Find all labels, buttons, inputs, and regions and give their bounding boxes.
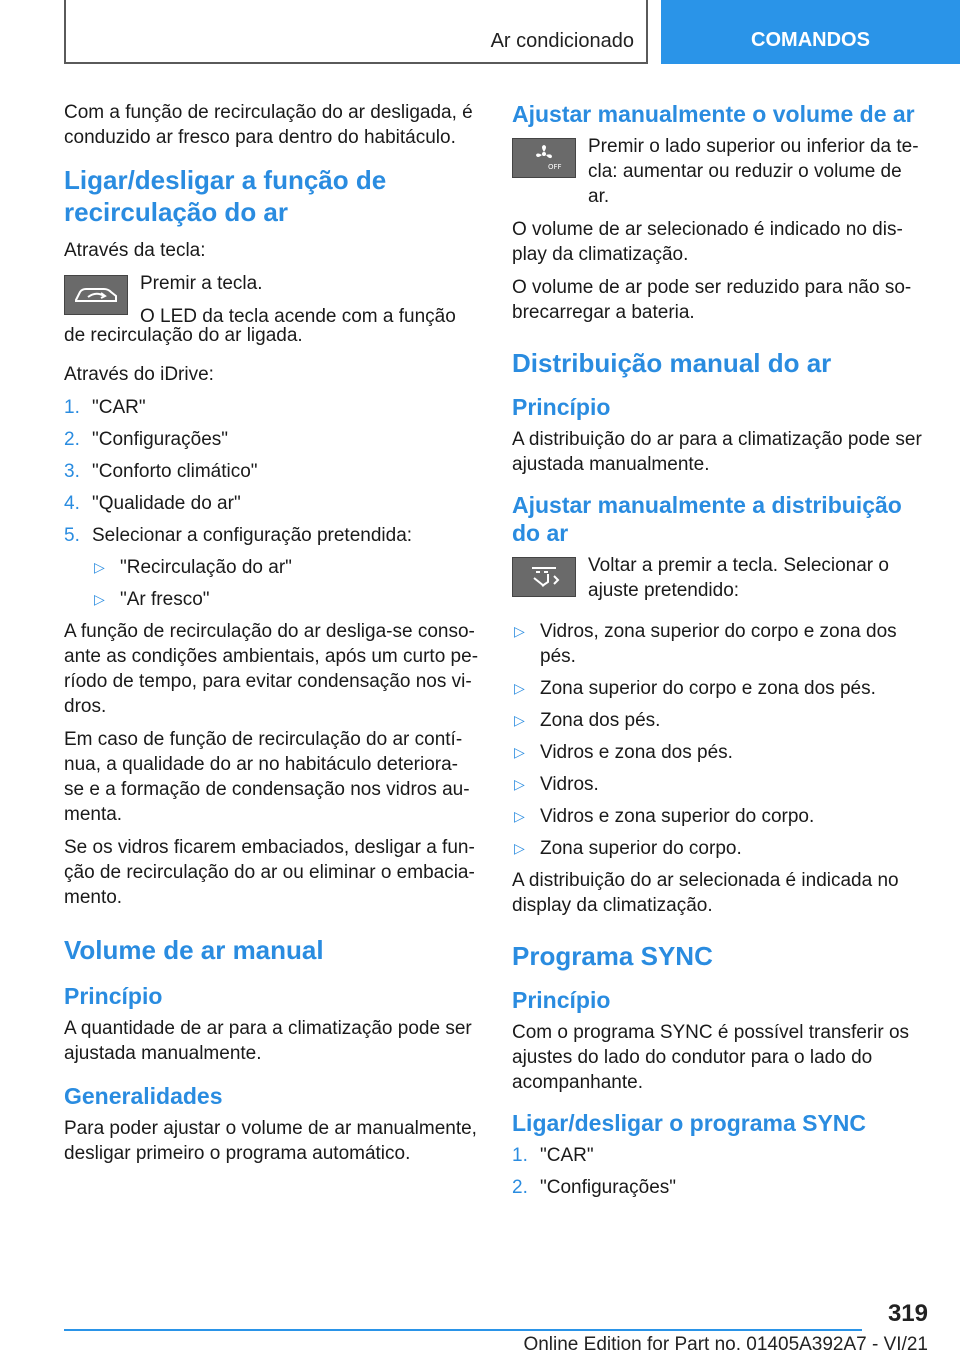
list-item: ▷ Vidros e zona superior do corpo. [514, 806, 815, 827]
edition-text: Online Edition for Part no. 01405A392A7 - VI/21 [523, 1334, 928, 1355]
triangle-bullet-icon: ▷ [514, 776, 525, 792]
triangle-bullet-icon: ▷ [514, 623, 525, 639]
sync-steps [512, 1143, 928, 1200]
triangle-bullet-icon: ▷ [514, 712, 525, 728]
heading-distribution: Distribuição manual do ar [512, 348, 832, 378]
list-item: 2. "Configurações" [512, 1177, 677, 1198]
list-item: 2. "Configurações" [64, 429, 229, 450]
principle-text: A quantidade de ar para a climatização pode ser ajustada manualmente. [64, 1018, 472, 1064]
heading-principle: Princípio [512, 394, 611, 420]
page-number: 319 [887, 1300, 928, 1327]
heading-principle: Princípio [64, 983, 163, 1009]
heading-sync-principle: Princípio [512, 987, 611, 1013]
distribution-options [512, 619, 928, 861]
adjust-distribution-text: Voltar a premir a tecla. Selecionar o ajuste pretendido: [588, 555, 889, 601]
list-item: ▷ Vidros. [514, 774, 599, 795]
list-item: 1. "CAR" [512, 1145, 594, 1166]
triangle-bullet-icon: ▷ [514, 680, 525, 696]
list-item: 4. "Qualidade do ar" [64, 493, 241, 514]
fan-button-block [512, 134, 928, 209]
heading-sync-toggle: Ligar/desligar o programa SYNC [512, 1110, 867, 1136]
list-item: ▷ Vidros, zona superior do corpo e zona dos pés. [514, 621, 897, 667]
generalities-text: Para poder ajustar o volume de ar manualmente, desligar primeiro o programa automático. [64, 1118, 477, 1164]
heading-recirculation: Ligar/desligar a função de recirculação do ar [64, 165, 387, 227]
sync-text: Com o programa SYNC é possível transferir os ajustes do lado do condutor para o lado do acompanhante. [512, 1022, 910, 1093]
paragraph-continuous: Em caso de função de recirculação do ar contínua, a qualidade do ar no habitáculo deteriora-se e a formação de condensação nos vidros aumenta. [64, 729, 470, 825]
section-tab[interactable]: COMANDOS [661, 0, 960, 64]
through-button-text: Através da tecla: [64, 240, 206, 261]
right-column [512, 100, 928, 1207]
heading-adjust-volume: Ajustar manualmente o volume de ar [512, 101, 915, 127]
list-item: ▷ Zona superior do corpo e zona dos pés. [514, 678, 876, 699]
triangle-bullet-icon: ▷ [94, 591, 105, 607]
heading-manual-volume: Volume de ar manual [64, 935, 324, 965]
list-item: 1. "CAR" [64, 397, 146, 418]
air-distribution-button-icon [512, 557, 576, 597]
distribution-principle-text: A distribuição do ar para a climatização pode ser ajustada manualmente. [512, 429, 922, 475]
list-item: ▷ Zona superior do corpo. [514, 838, 742, 859]
distribution-display-text: A distribuição do ar selecionada é indicada no display da climatização. [512, 870, 899, 916]
idrive-steps [64, 395, 478, 548]
triangle-bullet-icon: ▷ [514, 808, 525, 824]
led-text: de recirculação do ar ligada. [64, 325, 303, 346]
chapter-title: Ar condicionado [490, 30, 634, 52]
left-column [64, 100, 478, 1174]
paragraph-fogged: Se os vidros ficarem embaciados, desligar a função de recirculação do ar ou eliminar o embaciamento. [64, 837, 475, 908]
volume-reduce-text: O volume de ar pode ser reduzido para não sobrecarregar a bateria. [512, 277, 912, 323]
fan-button-icon [512, 138, 576, 178]
paragraph-condensation: A função de recirculação do ar desliga-se consoante as condições ambientais, após um curto período de tempo, para evitar condensação nos vidros. [64, 621, 479, 717]
through-idrive-text: Através do iDrive: [64, 364, 214, 385]
heading-adjust-distribution: Ajustar manualmente a distribuição do ar [512, 492, 902, 546]
triangle-bullet-icon: ▷ [94, 559, 105, 575]
led-text-start: O LED da tecla acende com a função [140, 306, 456, 327]
list-item: ▷ Zona dos pés. [514, 710, 661, 731]
triangle-bullet-icon: ▷ [514, 744, 525, 760]
list-item: ▷ "Ar fresco" [94, 589, 210, 610]
triangle-bullet-icon: ▷ [514, 840, 525, 856]
list-item: ▷ Vidros e zona dos pés. [514, 742, 733, 763]
header-box [64, 0, 648, 64]
distribution-button-block [512, 553, 928, 609]
recirc-options [92, 555, 478, 612]
volume-display-text: O volume de ar selecionado é indicado no display da climatização. [512, 219, 903, 265]
fan-off-label: OFF [548, 163, 562, 171]
recirc-button-block [64, 271, 478, 329]
heading-sync: Programa SYNC [512, 941, 713, 971]
adjust-volume-text: Premir o lado superior ou inferior da tecla: aumentar ou reduzir o volume de ar. [588, 136, 919, 207]
list-item: 3. "Conforto climático" [64, 461, 258, 482]
list-item: 5. Selecionar a configuração pretendida: [64, 525, 413, 546]
heading-generalities: Generalidades [64, 1083, 223, 1109]
intro-paragraph: Com a função de recirculação do ar desligada, é conduzido ar fresco para dentro do habitáculo. [64, 102, 473, 148]
recirculation-button-icon [64, 275, 128, 315]
press-button-text: Premir a tecla. [140, 273, 263, 294]
list-item: ▷ "Recirculação do ar" [94, 557, 292, 578]
footer-divider [64, 1329, 862, 1331]
